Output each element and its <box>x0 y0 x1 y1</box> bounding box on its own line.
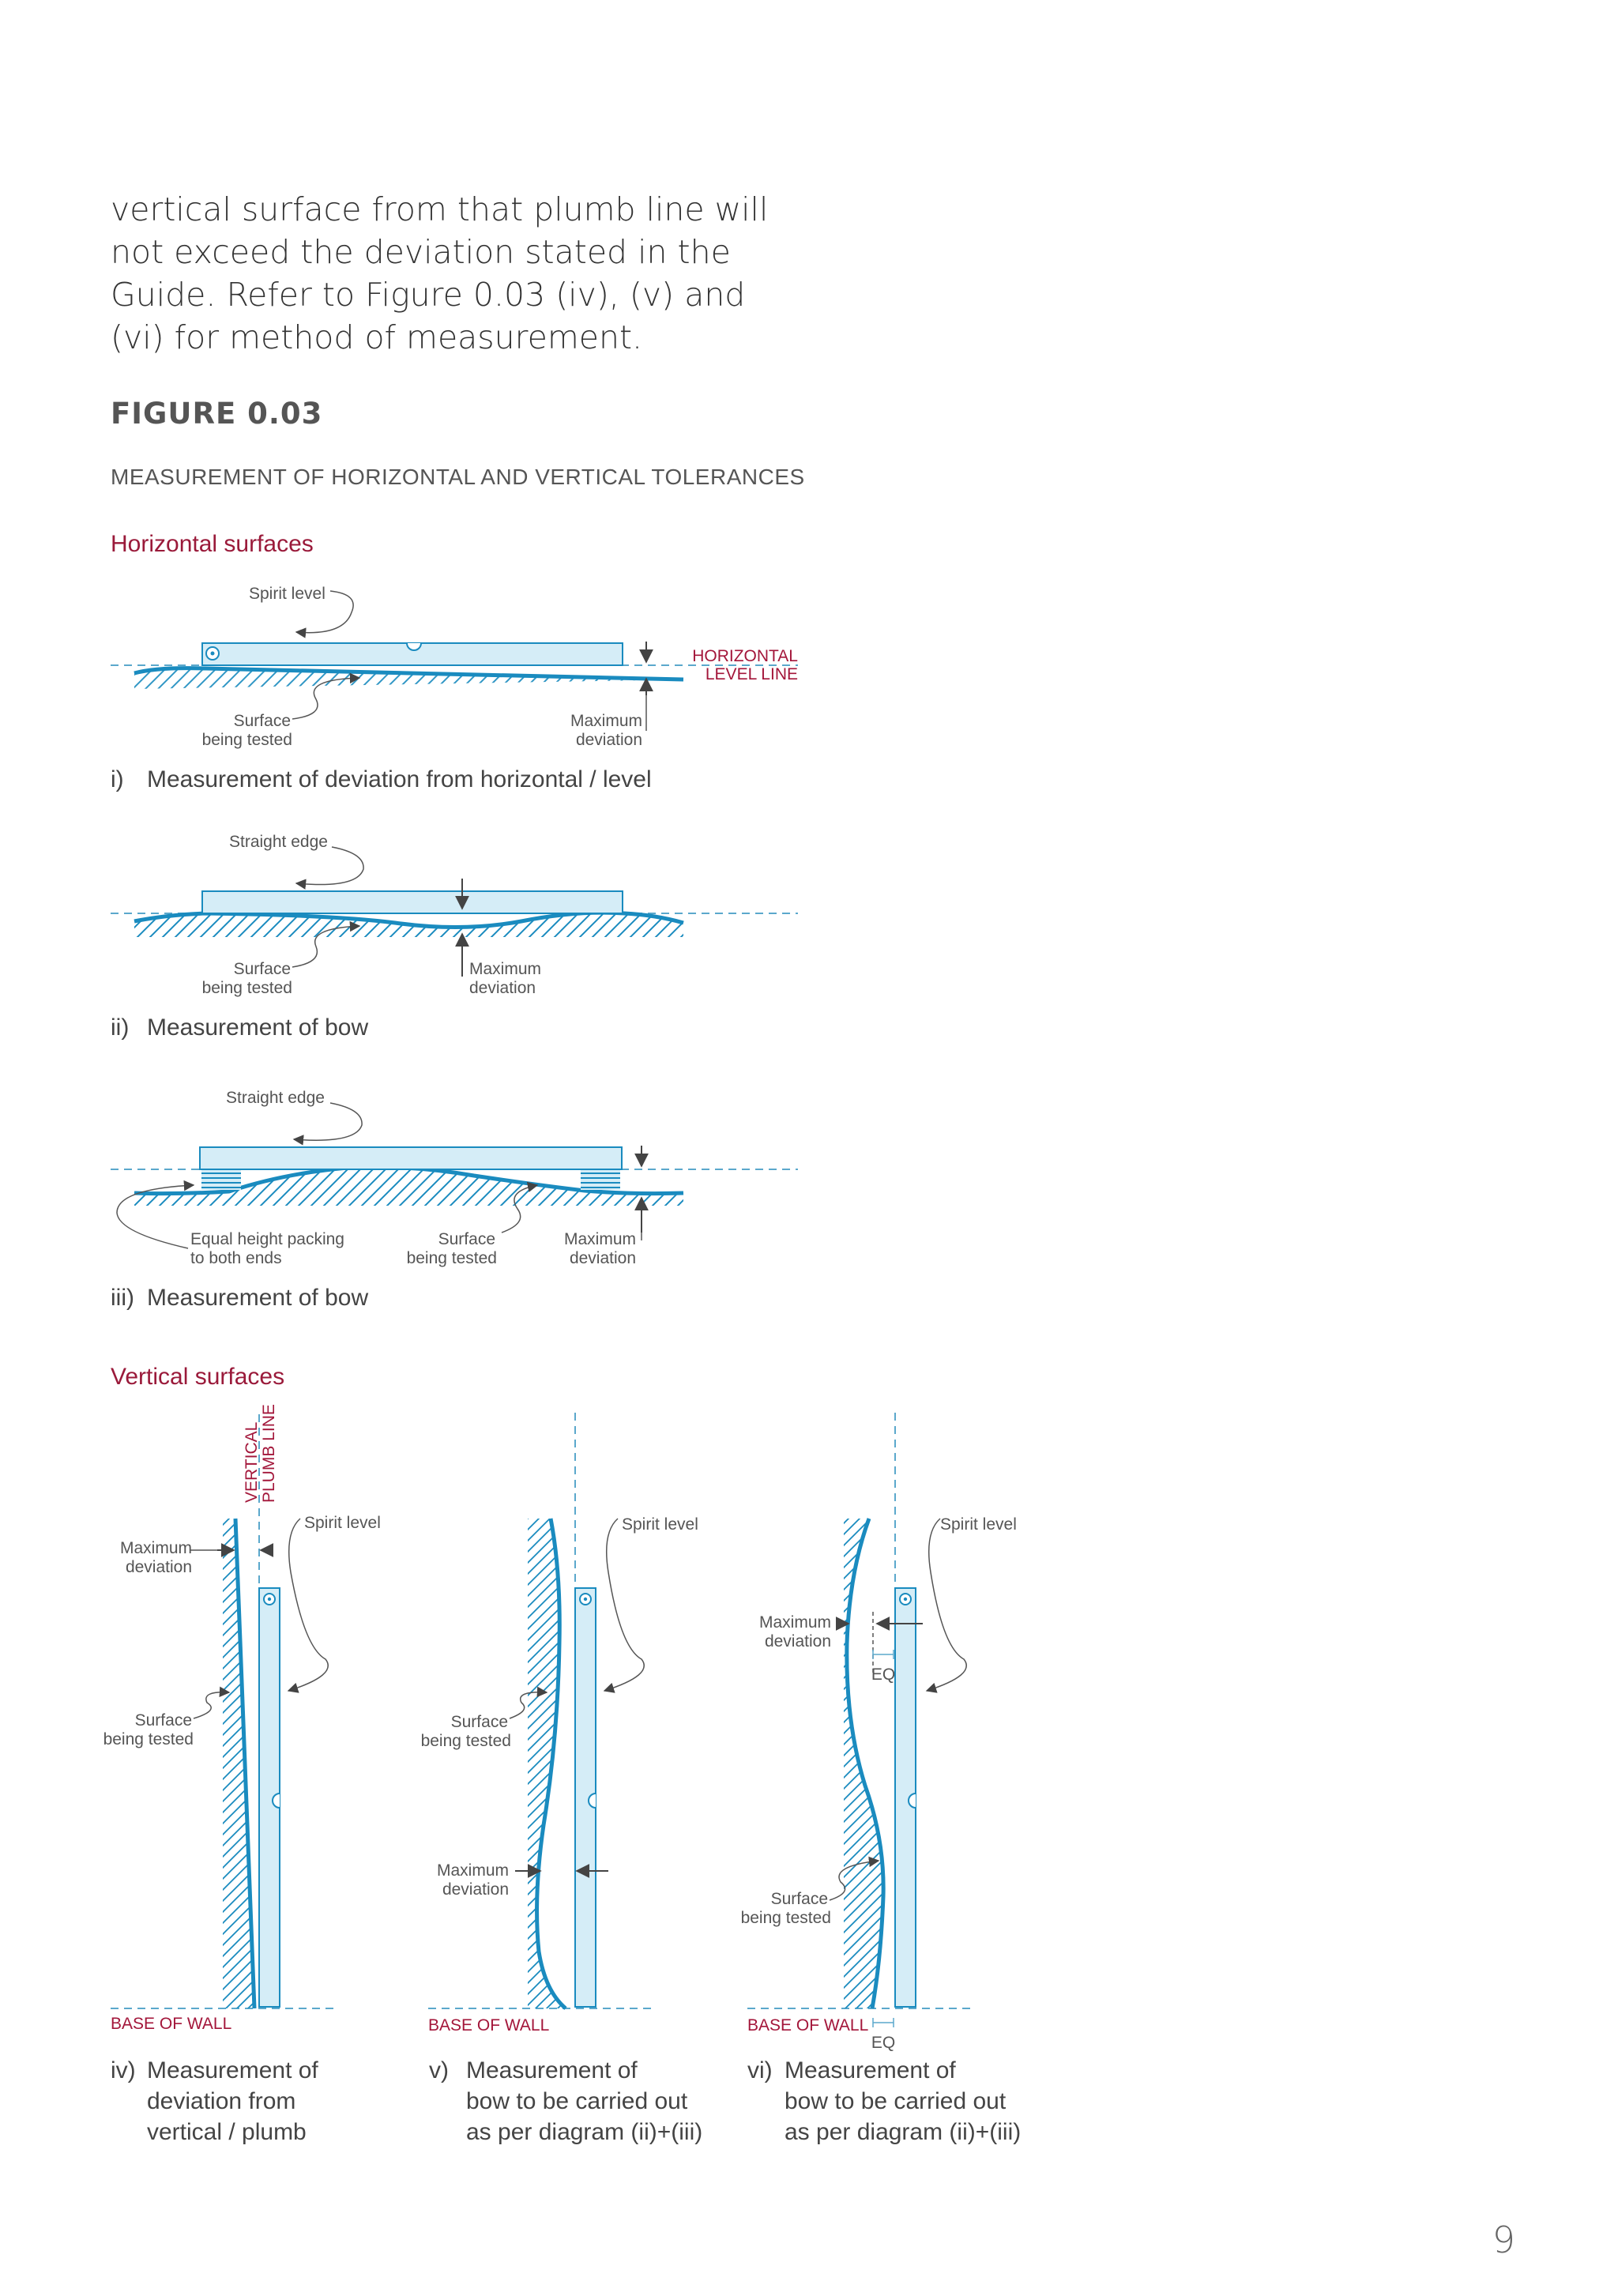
caption-diagram-v: as per diagram (ii)+(iii) <box>466 2119 703 2145</box>
label-surface: Surface <box>233 960 291 978</box>
label-max-deviation: Maximum <box>469 960 542 978</box>
diagram-iii <box>111 1089 798 1311</box>
figure-subtitle: MEASUREMENT OF HORIZONTAL AND VERTICAL TOLERANCES <box>111 465 805 489</box>
caption-num: i) <box>111 766 124 792</box>
label-base-of-wall: BASE OF WALL <box>747 2016 869 2034</box>
caption-diagram-vi: Measurement of <box>785 2057 956 2083</box>
label-max-deviation: deviation <box>764 1632 831 1650</box>
diagram-vi <box>741 1413 1022 2145</box>
intro-line: vertical surface from that plumb line will <box>111 190 769 228</box>
label-surface: Surface <box>438 1230 495 1248</box>
horizontal-surfaces-heading: Horizontal surfaces <box>111 531 314 557</box>
label-surface: being tested <box>103 1730 194 1748</box>
caption-diagram-i: Measurement of deviation from horizontal / level <box>147 766 652 792</box>
caption-diagram-v: Measurement of <box>466 2057 638 2083</box>
label-max-deviation: deviation <box>442 1880 509 1899</box>
label-packing: to both ends <box>190 1249 282 1267</box>
diagram-v <box>421 1413 703 2145</box>
label-max-deviation: Maximum <box>119 1539 192 1557</box>
label-surface: being tested <box>201 979 292 997</box>
figure-title: FIGURE 0.03 <box>111 397 323 431</box>
label-surface: being tested <box>740 1909 831 1927</box>
label-max-deviation: Maximum <box>563 1230 636 1248</box>
label-straight-edge: Straight edge <box>226 1089 325 1107</box>
label-spirit-level: Spirit level <box>622 1515 698 1534</box>
label-vertical-plumb-line: PLUMB LINE <box>260 1404 278 1503</box>
packing-left <box>201 1169 241 1190</box>
label-surface: Surface <box>134 1711 192 1730</box>
caption-diagram-iv: deviation from <box>147 2088 296 2114</box>
label-eq: EQ <box>871 2034 896 2052</box>
caption-diagram-vi: bow to be carried out <box>785 2088 1007 2114</box>
label-horizontal-level-line: LEVEL LINE <box>705 665 798 683</box>
label-base-of-wall: BASE OF WALL <box>111 2015 232 2033</box>
label-straight-edge: Straight edge <box>229 833 328 851</box>
label-horizontal-level-line: HORIZONTAL <box>692 647 798 665</box>
label-surface: being tested <box>201 731 292 749</box>
label-max-deviation: deviation <box>469 979 536 997</box>
caption-diagram-vi: as per diagram (ii)+(iii) <box>785 2119 1022 2145</box>
caption-diagram-iv: vertical / plumb <box>147 2119 307 2145</box>
caption-num: iv) <box>111 2057 136 2083</box>
diagram-iv <box>103 1404 381 2145</box>
page-number: 9 <box>1492 2219 1515 2261</box>
caption-diagram-iv: Measurement of <box>147 2057 318 2083</box>
label-vertical-plumb-line: VERTICAL <box>243 1421 261 1503</box>
caption-num: vi) <box>747 2057 773 2083</box>
diagram-ii <box>111 833 798 1041</box>
label-max-deviation: deviation <box>575 731 642 749</box>
label-surface: being tested <box>406 1249 497 1267</box>
label-max-deviation: Maximum <box>758 1613 831 1632</box>
intro-line: (vi) for method of measurement. <box>111 318 643 356</box>
label-base-of-wall: BASE OF WALL <box>428 2016 550 2034</box>
label-spirit-level: Spirit level <box>249 585 325 603</box>
vertical-surfaces-heading: Vertical surfaces <box>111 1364 285 1390</box>
label-surface: Surface <box>770 1890 828 1908</box>
label-max-deviation: Maximum <box>436 1861 509 1880</box>
label-spirit-level: Spirit level <box>940 1515 1017 1534</box>
label-packing: Equal height packing <box>190 1230 344 1248</box>
label-surface: being tested <box>420 1732 511 1750</box>
straight-edge <box>202 891 623 913</box>
caption-num: v) <box>429 2057 449 2083</box>
straight-edge <box>200 1147 622 1169</box>
intro-line: not exceed the deviation stated in the <box>111 233 731 271</box>
diagram-i <box>111 585 798 792</box>
caption-diagram-iii: Measurement of bow <box>147 1285 369 1311</box>
label-spirit-level: Spirit level <box>304 1514 381 1532</box>
label-eq: EQ <box>871 1666 896 1684</box>
label-max-deviation: deviation <box>569 1249 636 1267</box>
label-max-deviation: Maximum <box>570 712 642 730</box>
caption-diagram-ii: Measurement of bow <box>147 1014 369 1041</box>
caption-diagram-v: bow to be carried out <box>466 2088 688 2114</box>
caption-num: ii) <box>111 1014 130 1041</box>
label-surface: Surface <box>233 712 291 730</box>
label-surface: Surface <box>450 1713 508 1731</box>
caption-num: iii) <box>111 1285 134 1311</box>
intro-line: Guide. Refer to Figure 0.03 (iv), (v) and <box>111 276 746 314</box>
packing-right <box>581 1169 620 1190</box>
label-max-deviation: deviation <box>125 1558 192 1576</box>
